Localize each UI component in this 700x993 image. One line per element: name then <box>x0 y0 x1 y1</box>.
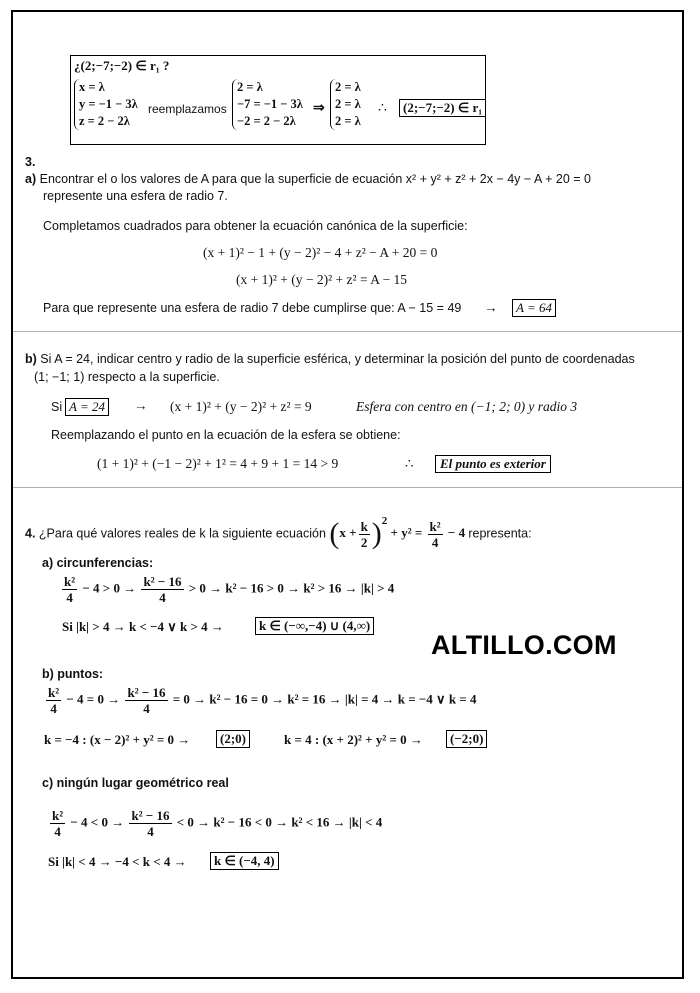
solved-system <box>330 79 361 130</box>
p3a-statement <box>25 172 591 186</box>
p4b-mid: − 4 = 0 → <box>66 691 121 707</box>
eq-x-plus: x + <box>339 525 357 541</box>
eq-exponent: 2 <box>381 515 388 527</box>
problem-4-number: 4. <box>25 526 36 541</box>
eq-minus-4: − 4 <box>447 525 466 541</box>
p4a-label: a) circunferencias: <box>42 556 154 570</box>
implies-arrow: ⇒ <box>313 101 325 116</box>
p3b-therefore: ∴ <box>405 456 414 471</box>
p4c-result: k ∈ (−4, 4) <box>210 852 279 870</box>
sys1-row: x = λ <box>79 80 105 94</box>
p3a-text-2: represente una esfera de radio 7. <box>43 189 228 203</box>
frac-den: 4 <box>54 824 61 839</box>
p3b-statement <box>25 352 635 366</box>
problem-3-number: 3. <box>25 155 36 169</box>
p4a-conclusion: Si |k| > 4 → k < −4 ∨ k > 4 → <box>62 619 224 634</box>
p3b-point-calculation: (1 + 1)² + (−1 − 2)² + 1² = 4 + 9 + 1 = 14 > 9 <box>97 456 339 471</box>
p3a-equation-2: (x + 1)² + (y − 2)² + z² = A − 15 <box>236 272 408 287</box>
p4a-result: k ∈ (−∞,−4) ∪ (4,∞) <box>255 617 374 635</box>
frac-den: 4 <box>50 701 57 716</box>
watermark-logo: ALTILLO.COM <box>431 630 617 660</box>
frac-num: k² <box>64 574 76 589</box>
p3a-equation-1: (x + 1)² − 1 + (y − 2)² − 4 + z² − A + 20 = 0 <box>203 245 438 260</box>
sys3-row: 2 = λ <box>335 97 361 111</box>
p4b-end: = 0 → k² − 16 = 0 → k² = 16 → |k| = 4 → k = −4 ∨ k = 4 <box>172 691 477 707</box>
frac-den: 4 <box>431 534 439 550</box>
frac-num: k <box>360 518 368 534</box>
p4-question-text: ¿Para qué valores reales de k la siguiente ecuación <box>38 526 326 541</box>
p4c-mid: − 4 < 0 → <box>70 814 125 830</box>
sys1-row: z = 2 − 2λ <box>79 114 130 128</box>
p3a-label: a) <box>25 172 37 186</box>
p3a-complete-squares: Completamos cuadrados para obtener la ecuación canónica de la superficie: <box>43 219 468 233</box>
p3b-given-box: A = 24 <box>65 398 109 416</box>
p3b-label: b) <box>25 352 37 366</box>
frac-num: k² − 16 <box>131 808 170 823</box>
system-brace-3 <box>330 79 361 130</box>
p4-statement <box>25 508 532 555</box>
line-system <box>74 79 138 130</box>
section-divider <box>13 331 682 332</box>
p3b-result: El punto es exterior <box>435 455 551 473</box>
frac-num: k² <box>52 808 64 823</box>
p4c-end: < 0 → k² − 16 < 0 → k² < 16 → |k| < 4 <box>176 814 383 830</box>
p3b-sphere-equation: (x + 1)² + (y − 2)² + z² = 9 <box>170 399 312 414</box>
section-divider <box>13 487 682 488</box>
p3a-condition: Para que represente una esfera de radio 7 debe cumplirse que: A − 15 = 49 <box>43 301 462 315</box>
p4b-case-1-result: (2;0) <box>216 730 250 748</box>
p3b-text-1: Si A = 24, indicar centro y radio de la superficie esférica, y determinar la posición del punto de coordenadas <box>40 352 635 366</box>
p4a-end: > 0 → k² − 16 > 0 → k² > 16 → |k| > 4 <box>188 580 395 596</box>
p4c-conclusion: Si |k| < 4 → −4 < k < 4 → <box>48 854 187 869</box>
p4-represents: representa: <box>468 526 532 541</box>
frac-den: 4 <box>143 701 150 716</box>
sys3-row: 2 = λ <box>335 114 361 128</box>
sys1-row: y = −1 − 3λ <box>79 97 138 111</box>
p4b-case-1: k = −4 : (x − 2)² + y² = 0 → <box>44 732 191 747</box>
frac-num: k² − 16 <box>127 685 166 700</box>
substituted-system <box>232 79 303 130</box>
p4a-mid: − 4 > 0 → <box>82 580 137 596</box>
frac-den: 2 <box>360 534 368 550</box>
p4b-label: b) puntos: <box>42 667 104 681</box>
p3b-si: Si <box>51 400 63 414</box>
right-paren: ) <box>371 517 382 551</box>
p4b-case-2: k = 4 : (x + 2)² + y² = 0 → <box>284 732 423 747</box>
p4b-derivation <box>44 685 476 716</box>
frac-num: k² <box>48 685 60 700</box>
p4-equation <box>329 515 468 551</box>
p3b-replace-point: Reemplazando el punto en la ecuación de la esfera se obtiene: <box>51 428 401 442</box>
frac-den: 4 <box>159 590 166 605</box>
frac-den: 4 <box>66 590 73 605</box>
sys2-row: −2 = 2 − 2λ <box>237 114 296 128</box>
sys3-row: 2 = λ <box>335 80 361 94</box>
left-paren: ( <box>329 517 340 551</box>
therefore-symbol: ∴ <box>378 101 387 116</box>
p3a-text-1: Encontrar el o los valores de A para que la superficie de ecuación x² + y² + z² + 2x − 4y − A + 20 = 0 <box>39 172 591 186</box>
frac-num: k² <box>429 518 441 534</box>
sys2-row: −7 = −1 − 3λ <box>237 97 303 111</box>
frac-num: k² − 16 <box>143 574 182 589</box>
replace-word: reemplazamos <box>148 102 227 116</box>
sys2-row: 2 = λ <box>237 80 263 94</box>
membership-question: ¿(2;−7;−2) ∈ r₁ ? <box>74 58 170 73</box>
p4a-derivation <box>60 574 394 605</box>
p3a-arrow: → <box>484 300 498 315</box>
p3b-text-2: (1; −1; 1) respecto a la superficie. <box>34 370 220 384</box>
membership-result: (2;−7;−2) ∈ r₁ <box>399 99 486 117</box>
system-brace-1 <box>74 79 138 130</box>
p3a-result: A = 64 <box>512 299 556 317</box>
eq-plus-y2: + y² = <box>390 525 423 541</box>
system-brace-2 <box>232 79 303 130</box>
p3b-sphere-description: Esfera con centro en (−1; 2; 0) y radio 3 <box>356 399 578 414</box>
frac-den: 4 <box>147 824 154 839</box>
p4b-case-2-result: (−2;0) <box>446 730 487 748</box>
p3b-arrow: → <box>134 398 148 413</box>
p4c-derivation <box>48 808 382 839</box>
p4c-label: c) ningún lugar geométrico real <box>42 776 229 790</box>
